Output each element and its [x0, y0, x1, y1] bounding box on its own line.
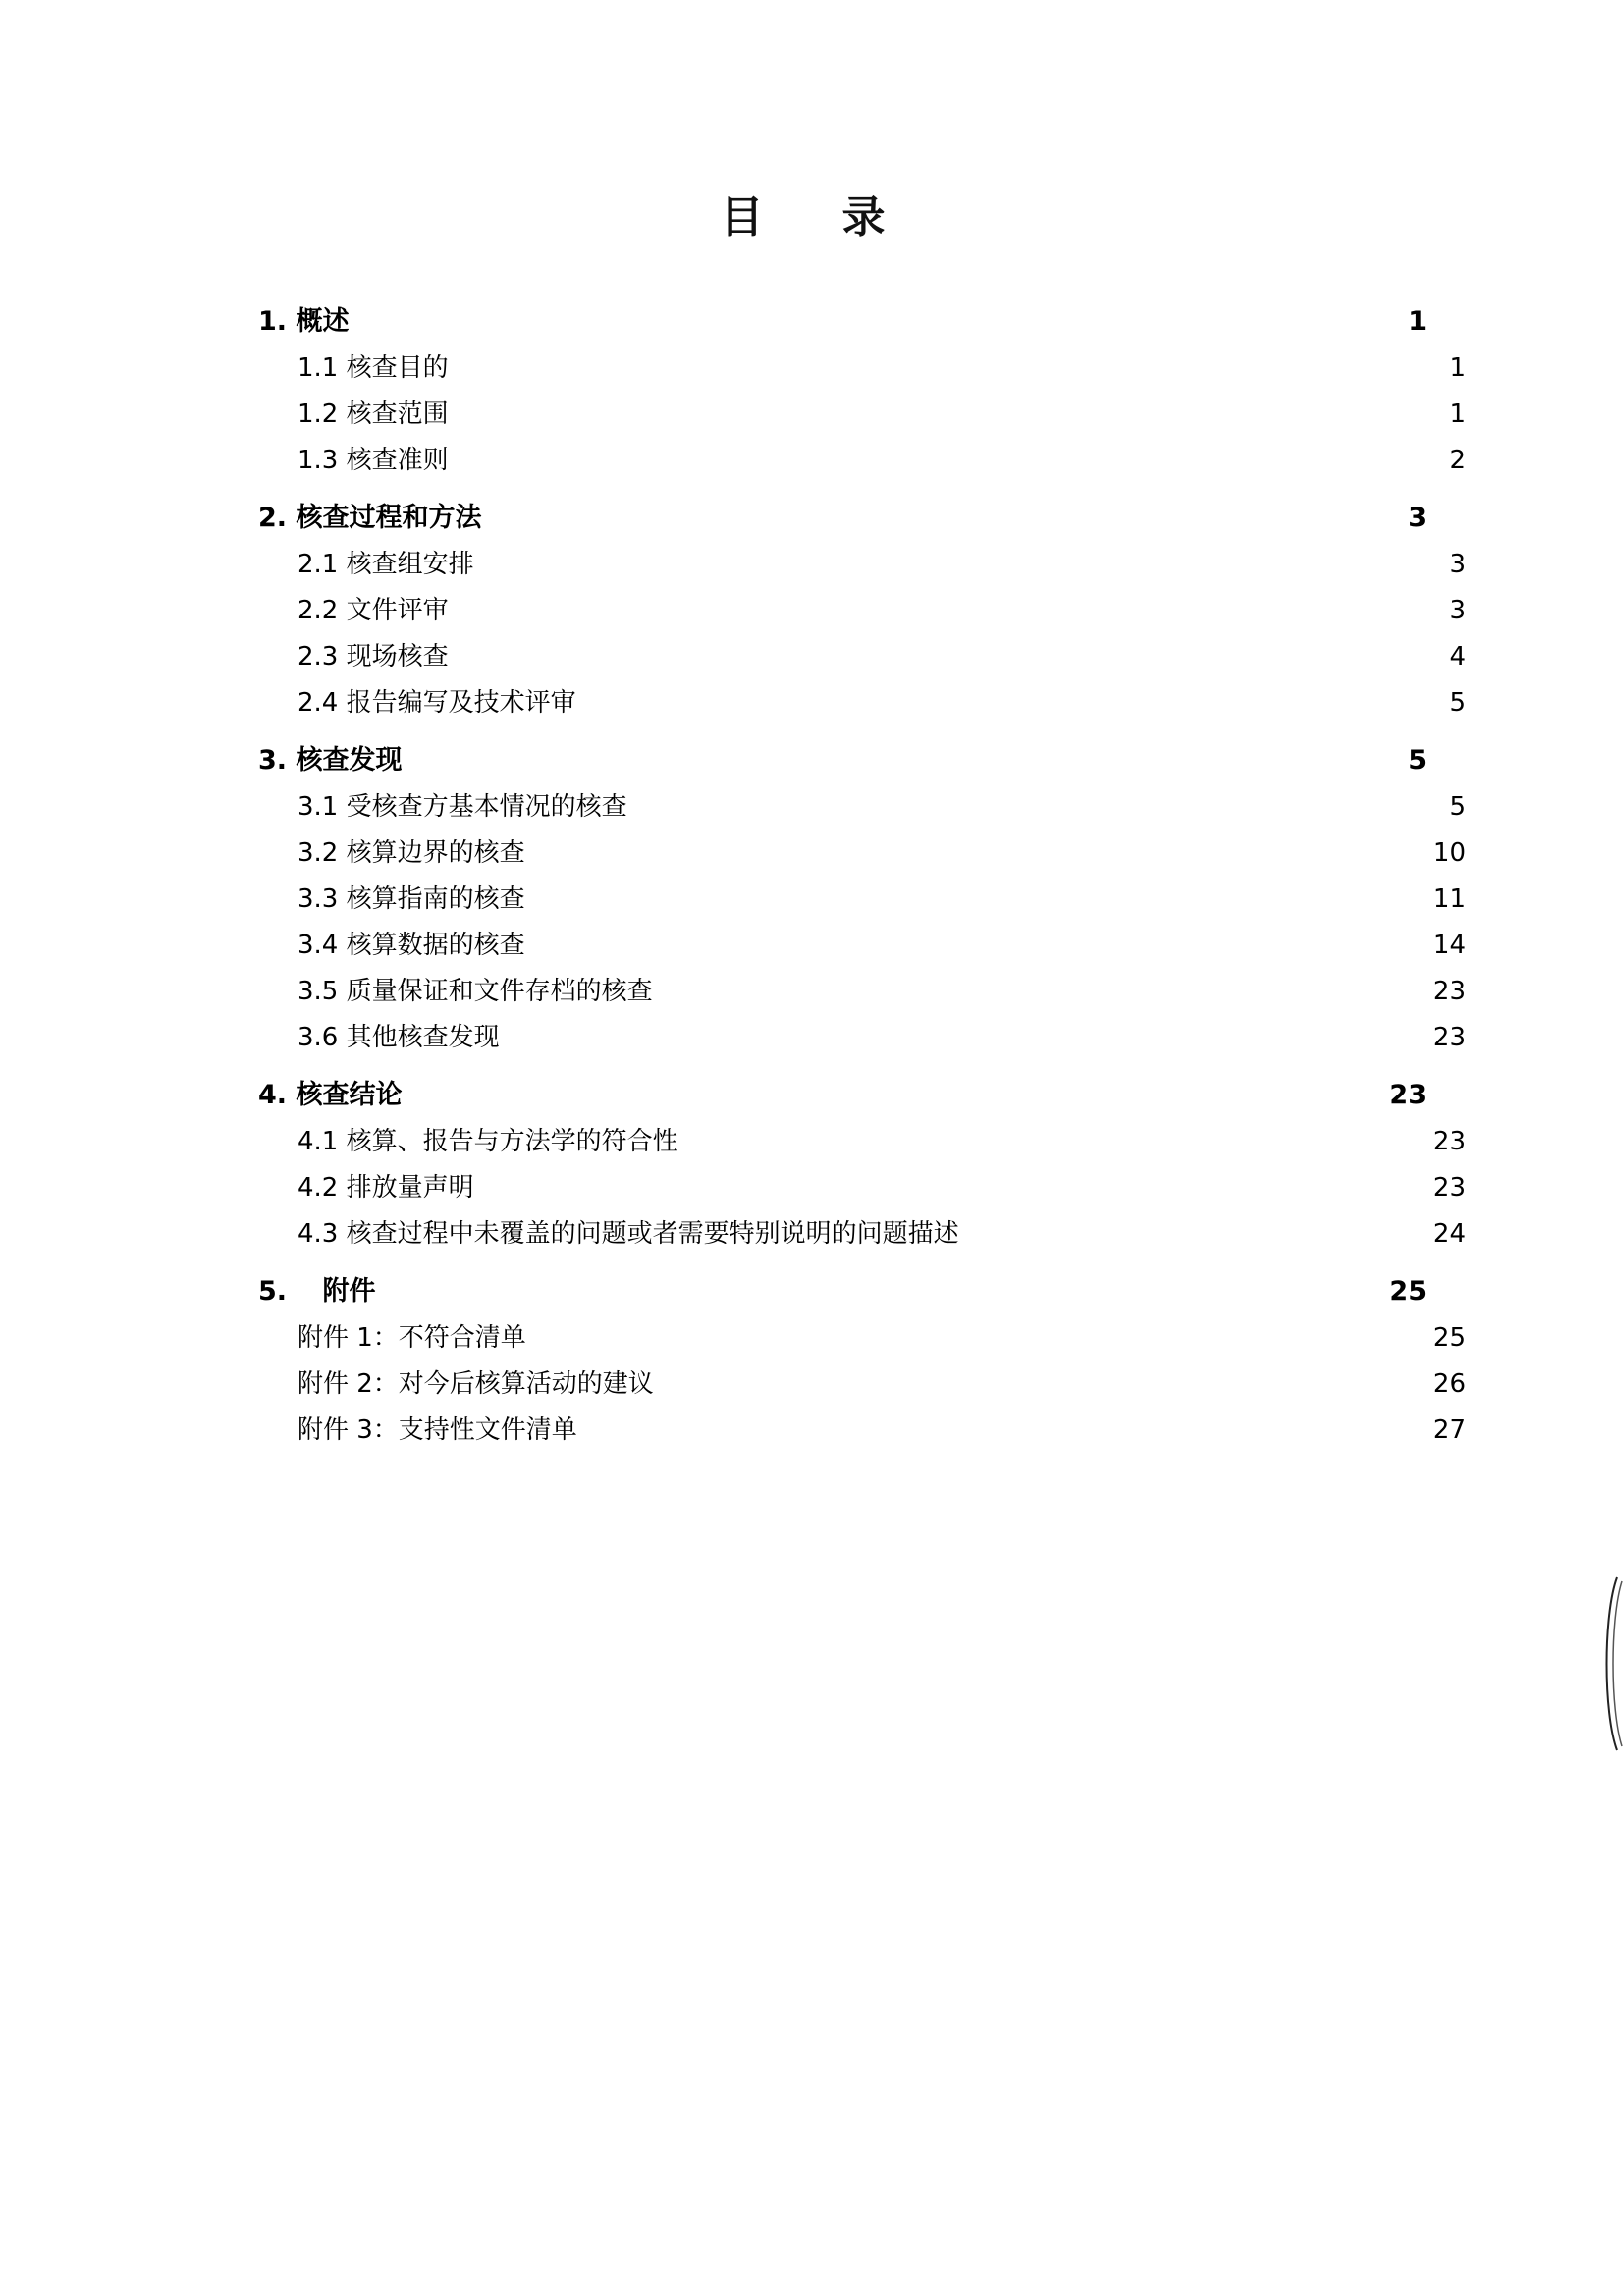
- toc-entry[interactable]: [250, 1410, 1466, 1446]
- toc-entry-page-number: 5: [1449, 688, 1466, 718]
- toc-leader-dots: [656, 984, 1431, 999]
- toc-leader-dots: [528, 937, 1431, 953]
- toc-leader-dots: [452, 649, 1447, 665]
- toc-entry-page-number: 5: [1408, 745, 1427, 775]
- toc-entry[interactable]: [250, 1167, 1466, 1203]
- toc-leader-dots: [405, 1088, 1386, 1103]
- toc-entry-page-number: 27: [1433, 1415, 1466, 1445]
- toc-entry-label: 2.1 核查组安排: [298, 550, 474, 579]
- toc-entry-page-number: 1: [1449, 353, 1466, 383]
- toc-entry-label: 1.3 核查准则: [298, 446, 449, 475]
- toc-entry-label: 1.1 核查目的: [298, 353, 449, 383]
- toc-entry-page-number: 11: [1433, 884, 1466, 914]
- toc-leader-dots: [477, 557, 1447, 572]
- toc-entry[interactable]: [250, 1073, 1427, 1111]
- toc-leader-dots: [528, 845, 1431, 861]
- toc-entry-label: 2.2 文件评审: [298, 596, 449, 625]
- toc-entry-label: 3.2 核算边界的核查: [298, 838, 525, 868]
- toc-leader-dots: [452, 603, 1447, 618]
- toc-entry-label: 2. 核查过程和方法: [258, 503, 482, 533]
- toc-entry-label: 4.3 核查过程中未覆盖的问题或者需要特别说明的问题描述: [298, 1219, 959, 1249]
- table-of-contents: [250, 280, 1466, 1446]
- toc-entry-label: 1.2 核查范围: [298, 400, 449, 429]
- toc-entry[interactable]: [250, 786, 1466, 823]
- toc-entry-page-number: 2: [1449, 446, 1466, 475]
- toc-leader-dots: [452, 453, 1447, 468]
- toc-entry-label: 附件 2：对今后核算活动的建议: [298, 1369, 654, 1399]
- toc-leader-dots: [657, 1376, 1431, 1392]
- toc-entry[interactable]: [250, 1121, 1466, 1157]
- toc-entry[interactable]: [250, 925, 1466, 961]
- toc-entry-label: 4.1 核算、报告与方法学的符合性: [298, 1127, 678, 1156]
- toc-leader-dots: [962, 1226, 1431, 1242]
- toc-entry[interactable]: [250, 879, 1466, 915]
- toc-entry-page-number: 23: [1433, 977, 1466, 1006]
- toc-entry[interactable]: [250, 299, 1427, 338]
- toc-entry[interactable]: [250, 347, 1466, 384]
- toc-entry[interactable]: [250, 496, 1427, 534]
- toc-leader-dots: [352, 314, 1405, 330]
- toc-entry-label: 2.4 报告编写及技术评审: [298, 688, 576, 718]
- toc-leader-dots: [681, 1134, 1431, 1149]
- toc-entry-page-number: 25: [1389, 1276, 1427, 1307]
- toc-entry-page-number: 23: [1433, 1127, 1466, 1156]
- toc-entry-page-number: 1: [1449, 400, 1466, 429]
- toc-entry-page-number: 4: [1449, 642, 1466, 671]
- toc-entry[interactable]: [250, 971, 1466, 1007]
- toc-leader-dots: [378, 1284, 1386, 1300]
- toc-entry[interactable]: [250, 1317, 1466, 1354]
- toc-entry-label: 3.3 核算指南的核查: [298, 884, 525, 914]
- toc-leader-dots: [405, 753, 1405, 769]
- toc-leader-dots: [484, 510, 1405, 526]
- toc-entry[interactable]: [250, 1269, 1427, 1308]
- toc-entry[interactable]: [250, 636, 1466, 672]
- toc-entry[interactable]: [250, 544, 1466, 580]
- toc-leader-dots: [503, 1030, 1431, 1045]
- toc-entry[interactable]: [250, 590, 1466, 626]
- page-title: 目 录: [720, 192, 903, 242]
- toc-entry-label: 3.4 核算数据的核查: [298, 931, 525, 960]
- toc-entry-page-number: 24: [1433, 1219, 1466, 1249]
- toc-entry-page-number: 23: [1389, 1080, 1427, 1110]
- toc-entry-page-number: 10: [1433, 838, 1466, 868]
- toc-entry[interactable]: [250, 738, 1427, 776]
- toc-entry-label: 3.6 其他核查发现: [298, 1023, 500, 1052]
- scanned-page-edge-artifact: [1584, 1575, 1623, 1752]
- toc-entry-label: 3. 核查发现: [258, 745, 403, 775]
- toc-entry-page-number: 23: [1433, 1023, 1466, 1052]
- toc-leader-dots: [528, 891, 1431, 907]
- toc-entry-page-number: 3: [1449, 550, 1466, 579]
- toc-entry-label: 3.1 受核查方基本情况的核查: [298, 792, 627, 822]
- toc-entry[interactable]: [250, 1363, 1466, 1400]
- toc-entry-label: 1. 概述: [258, 306, 350, 337]
- toc-entry[interactable]: [250, 1213, 1466, 1250]
- toc-entry-label: 附件 3：支持性文件清单: [298, 1415, 577, 1445]
- toc-entry[interactable]: [250, 394, 1466, 430]
- toc-entry-label: 4. 核查结论: [258, 1080, 403, 1110]
- toc-entry-page-number: 23: [1433, 1173, 1466, 1202]
- toc-entry-label: 3.5 质量保证和文件存档的核查: [298, 977, 653, 1006]
- toc-leader-dots: [579, 695, 1447, 711]
- toc-entry-page-number: 5: [1449, 792, 1466, 822]
- toc-entry-page-number: 1: [1408, 306, 1427, 337]
- toc-leader-dots: [630, 799, 1447, 815]
- toc-entry-page-number: 14: [1433, 931, 1466, 960]
- toc-leader-dots: [580, 1422, 1431, 1438]
- toc-entry-page-number: 26: [1433, 1369, 1466, 1399]
- toc-leader-dots: [452, 360, 1447, 376]
- toc-entry[interactable]: [250, 440, 1466, 476]
- toc-leader-dots: [452, 406, 1447, 422]
- toc-leader-dots: [529, 1330, 1431, 1346]
- toc-entry[interactable]: [250, 1017, 1466, 1053]
- toc-entry-label: 2.3 现场核查: [298, 642, 449, 671]
- toc-entry[interactable]: [250, 832, 1466, 869]
- toc-entry-label: 4.2 排放量声明: [298, 1173, 474, 1202]
- toc-entry-page-number: 3: [1408, 503, 1427, 533]
- toc-entry-label: 5. 附件: [258, 1276, 376, 1307]
- toc-entry-page-number: 3: [1449, 596, 1466, 625]
- toc-entry-label: 附件 1：不符合清单: [298, 1323, 526, 1353]
- toc-leader-dots: [477, 1180, 1431, 1196]
- toc-entry-page-number: 25: [1433, 1323, 1466, 1353]
- toc-entry[interactable]: [250, 682, 1466, 719]
